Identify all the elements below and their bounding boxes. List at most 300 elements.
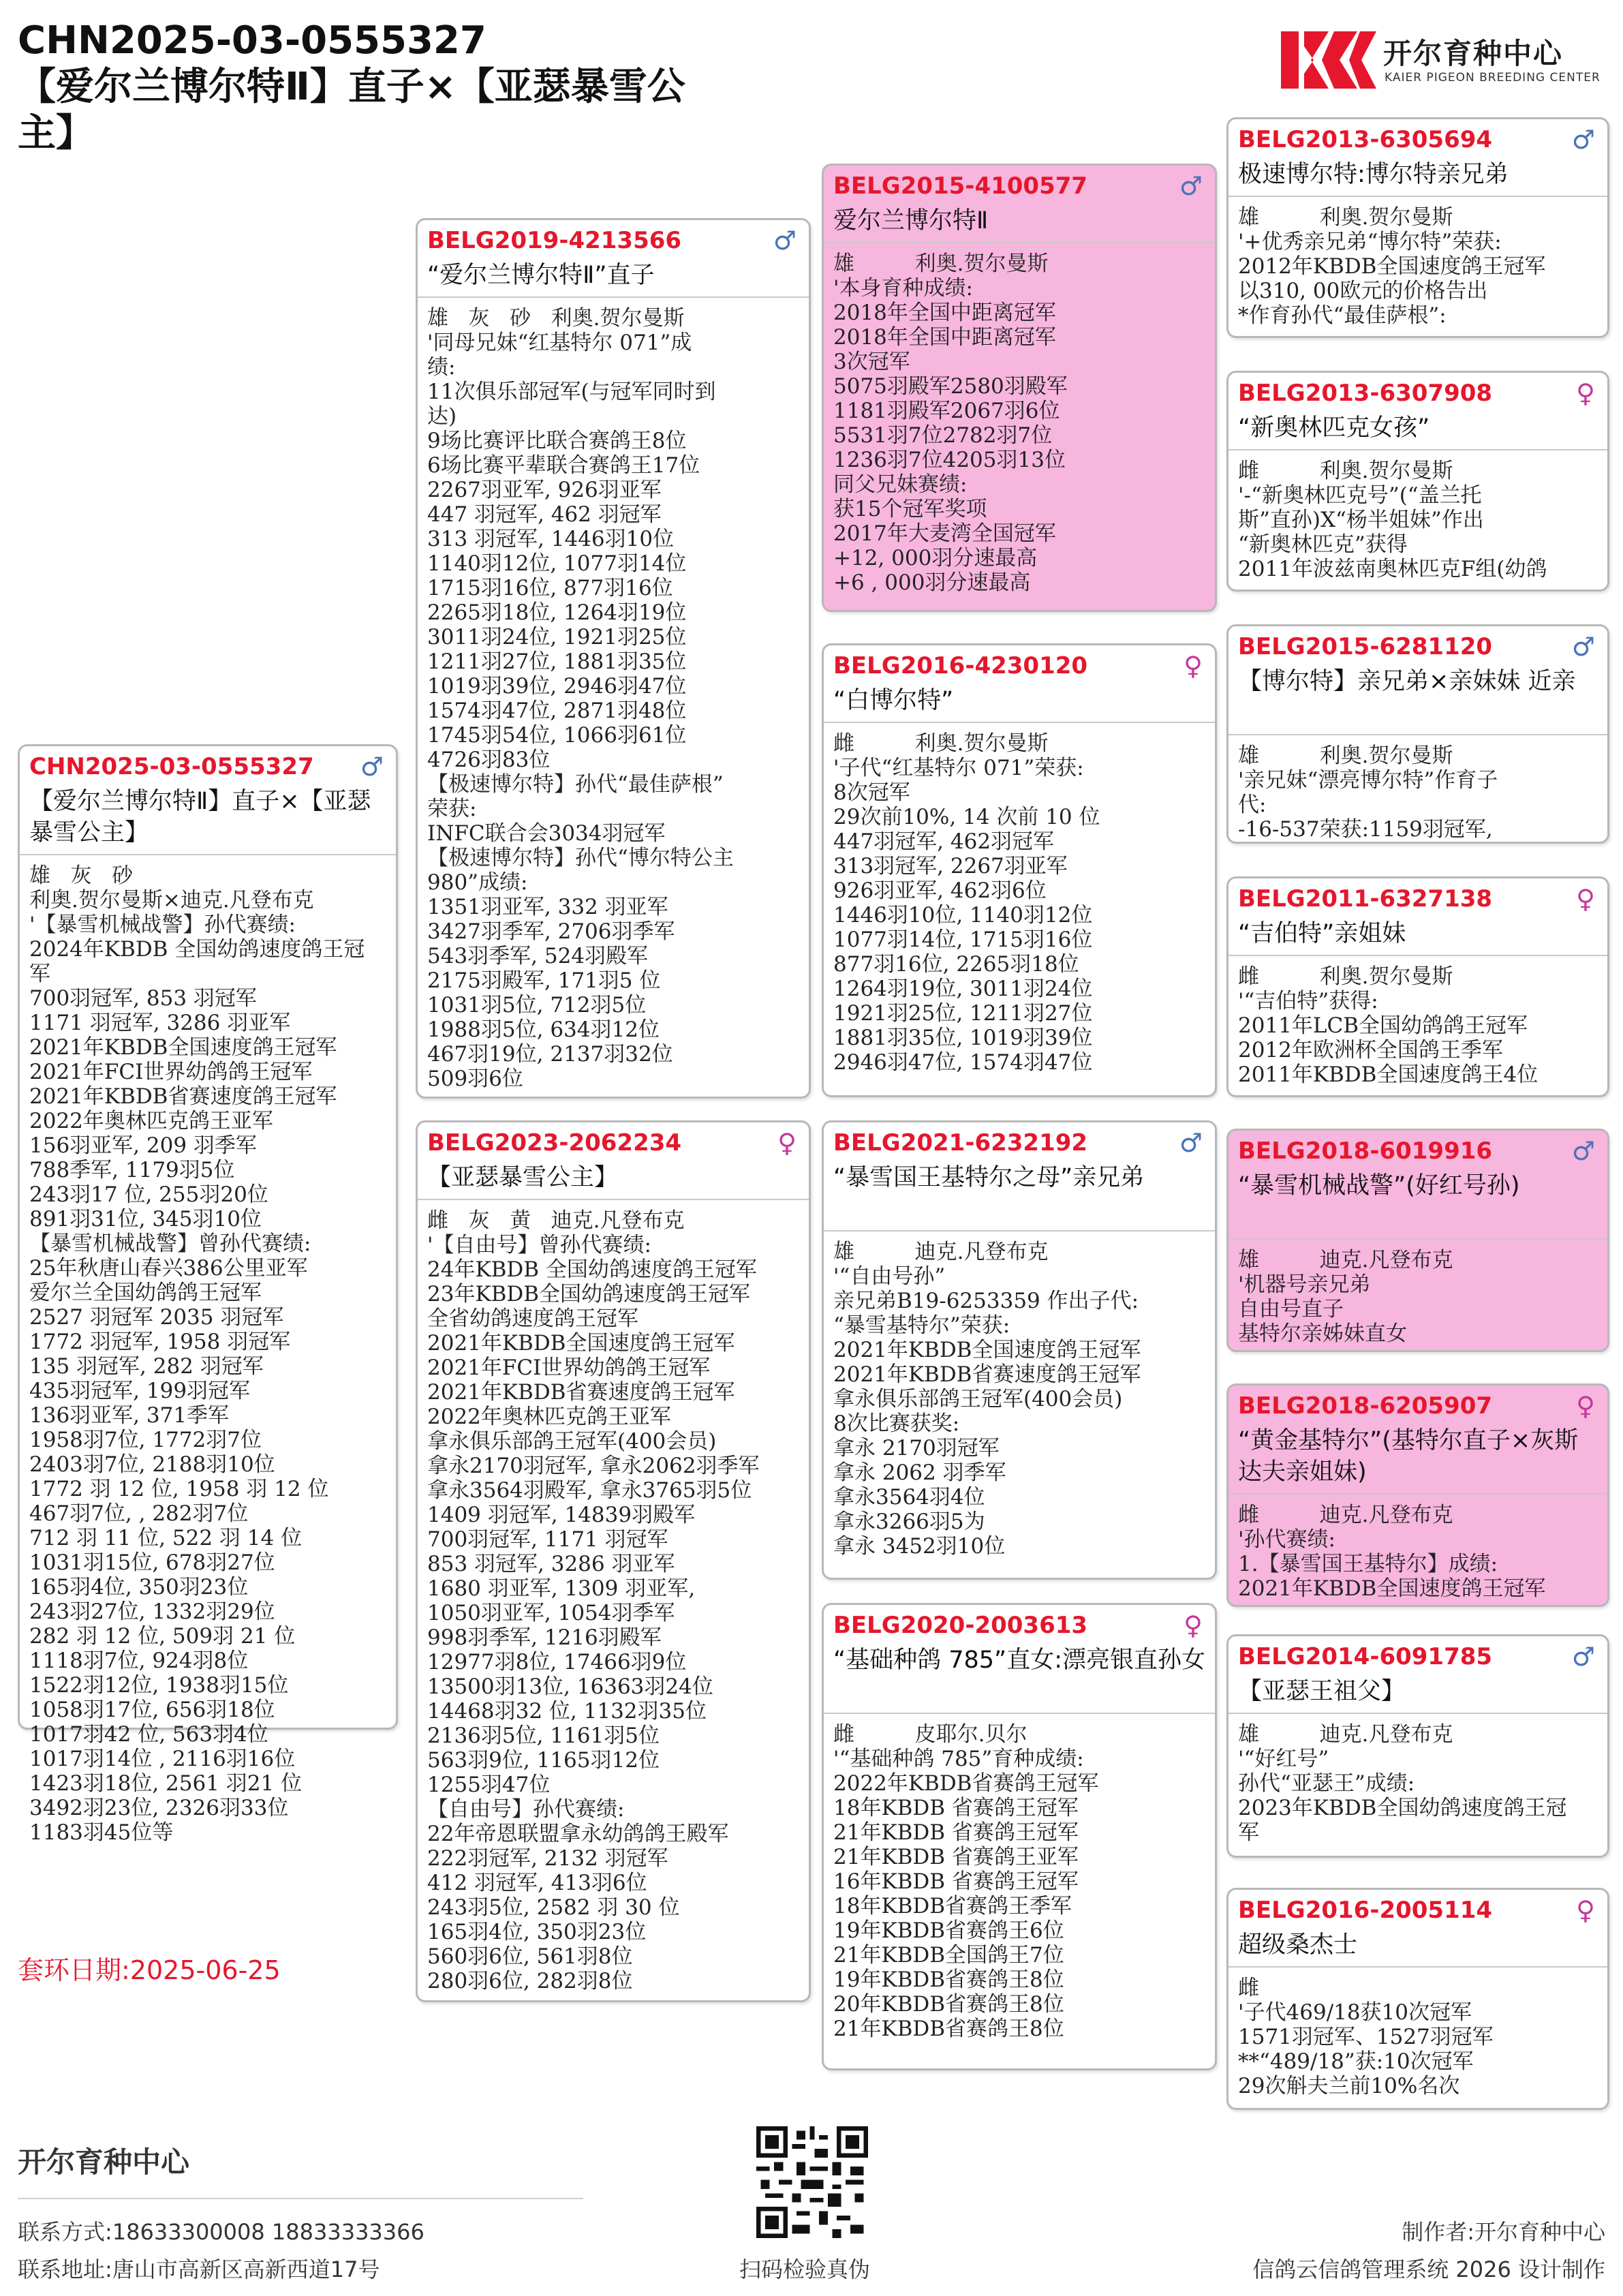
info-line: 雄 迪克.凡登布克	[1238, 1722, 1453, 1747]
verification-qr-code[interactable]	[756, 2126, 868, 2238]
footer-org-name: 开尔育种中心	[18, 2145, 190, 2179]
info-line: '子代469/18获10次冠军	[1238, 2000, 1472, 2025]
info-line: 【极速博尔特】孙代“最佳萨根”	[427, 772, 724, 797]
footer-system: 信鸽云信鸽管理系统 2026 设计制作	[1252, 2256, 1605, 2282]
pigeon-info	[1238, 1503, 1601, 1601]
info-line: 1.【暴雪国王基特尔】成绩:	[1238, 1552, 1498, 1576]
info-line: 998羽季军, 1216羽殿军	[427, 1625, 662, 1650]
info-line: 1423羽18位, 2561 羽21 位	[29, 1771, 303, 1796]
pigeon-info	[29, 863, 389, 1845]
info-line: 2021年KBDB省赛速度鸽王冠军	[427, 1380, 735, 1405]
ring-number: BELG2019-4213566	[427, 227, 682, 254]
info-line: 5531羽7位2782羽7位	[833, 423, 1053, 448]
info-line: 18年KBDB 省赛鸽王冠军	[833, 1796, 1079, 1820]
info-line: '+优秀亲兄弟“博尔特”荣获:	[1238, 230, 1502, 254]
footer-maker: 制作者:开尔育种中心	[1402, 2219, 1605, 2245]
info-line: 29次前10%, 14 次前 10 位	[833, 805, 1100, 829]
info-line: 2022年奥林匹克鸽王亚军	[29, 1109, 273, 1133]
info-line: 509羽6位	[427, 1067, 523, 1091]
info-line: 拿永俱乐部鸽王冠军(400会员)	[427, 1429, 717, 1454]
info-line: 1050羽亚军, 1054羽季军	[427, 1601, 675, 1625]
info-line: 1031羽5位, 712羽5位	[427, 993, 647, 1017]
pigeon-name: 极速博尔特:博尔特亲兄弟	[1238, 161, 1509, 188]
pigeon-name: “白博尔特”	[833, 687, 954, 714]
info-line: 1715羽16位, 877羽16位	[427, 576, 673, 600]
info-line: 136羽亚军, 371季军	[29, 1403, 230, 1428]
info-line: 2011年波兹南奥林匹克F组(幼鸽	[1238, 557, 1547, 581]
info-line: 135 羽冠军, 282 羽冠军	[29, 1354, 264, 1379]
info-line: 1264羽19位, 3011羽24位	[833, 977, 1093, 1001]
info-line: 243羽27位, 1332羽29位	[29, 1599, 275, 1624]
info-line: 2024年KBDB 全国幼鸽速度鸽王冠	[29, 937, 365, 962]
info-line: 1255羽47位	[427, 1773, 551, 1797]
info-line: 以310, 00欧元的价格告出	[1238, 279, 1488, 303]
info-line: 雄 灰 砂	[29, 863, 134, 888]
info-line: 447 羽冠军, 462 羽冠军	[427, 502, 662, 527]
info-line: '“好红号”	[1238, 1747, 1329, 1771]
female-icon: ♀	[1576, 378, 1595, 408]
info-line: '-“新奥林匹克号”(“盖兰托	[1238, 483, 1482, 508]
pigeon-info	[427, 306, 802, 1091]
pedigree-card-ss	[822, 164, 1217, 612]
info-line: 2023年KBDB全国幼鸽速度鸽王冠	[1238, 1796, 1567, 1820]
info-line: 467羽7位, , 282羽7位	[29, 1501, 249, 1526]
info-line: '机器号亲兄弟	[1238, 1272, 1371, 1297]
info-line: 【极速博尔特】孙代“博尔特公主	[427, 846, 734, 870]
info-line: 雄 利奥.贺尔曼斯	[833, 251, 1049, 276]
info-line: -16-537荣获:1159羽冠军,	[1238, 817, 1493, 842]
card-divider	[1228, 1493, 1607, 1495]
info-line: 22年帝恩联盟拿永幼鸽鸽王殿军	[427, 1822, 729, 1846]
info-line: 6场比赛平辈联合赛鸽王17位	[427, 453, 700, 478]
card-divider	[1228, 1238, 1607, 1240]
info-line: 21年KBDB 省赛鸽王亚军	[833, 1845, 1079, 1869]
pedigree-card-ddd	[1226, 1888, 1609, 2110]
ring-number: BELG2013-6307908	[1238, 380, 1493, 407]
ring-date: 套环日期:2025-06-25	[18, 1955, 281, 1985]
footer-address: 联系地址:唐山市高新区高新西道17号	[18, 2256, 380, 2282]
pigeon-name: “吉伯特”亲姐妹	[1238, 920, 1406, 947]
info-line: 412 羽冠军, 413羽6位	[427, 1871, 647, 1895]
ring-number: BELG2011-6327138	[1238, 885, 1493, 913]
ring-number: BELG2018-6205907	[1238, 1392, 1493, 1420]
info-line: 【暴雪机械战警】曾孙代赛绩:	[29, 1231, 311, 1256]
info-line: 788季军, 1179羽5位	[29, 1158, 235, 1182]
info-line: 雄 迪克.凡登布克	[1238, 1248, 1453, 1272]
pigeon-name: 超级桑杰士	[1238, 1931, 1358, 1959]
info-line: 20年KBDB省赛鸽王8位	[833, 1992, 1064, 2017]
kaier-logo-icon	[1281, 26, 1376, 94]
info-line: 4726羽83位	[427, 748, 551, 772]
ring-number: CHN2025-03-0555327	[29, 753, 314, 780]
info-line: 1522羽12位, 1938羽15位	[29, 1673, 289, 1698]
info-line: 1017羽42 位, 563羽4位	[29, 1722, 268, 1747]
info-line: 全省幼鸽速度鸽王冠军	[427, 1306, 638, 1331]
info-line: 雌 利奥.贺尔曼斯	[1238, 459, 1453, 483]
info-line: 拿永3564羽殿军, 拿永3765羽5位	[427, 1478, 752, 1503]
info-line: '子代“红基特尔 071”荣获:	[833, 756, 1084, 780]
info-line: 2011年LCB全国幼鸽鸽王冠军	[1238, 1013, 1528, 1038]
info-line: 1680 羽亚军, 1309 羽亚军,	[427, 1576, 696, 1601]
info-line: 2012年KBDB全国速度鸽王冠军	[1238, 254, 1546, 279]
card-divider	[1228, 1966, 1607, 1968]
female-icon: ♀	[1576, 1895, 1595, 1925]
info-line: 853 羽冠军, 3286 羽亚军	[427, 1552, 675, 1576]
info-line: 1181羽殿军2067羽6位	[833, 399, 1060, 423]
info-line: 980”成绩:	[427, 870, 528, 895]
info-line: 2267羽亚军, 926羽亚军	[427, 478, 662, 502]
pedigree-card-sire	[416, 218, 811, 1099]
info-line: 1171 羽冠军, 3286 羽亚军	[29, 1011, 291, 1035]
footer-divider	[18, 2198, 583, 2199]
info-line: '“自由号孙”	[833, 1264, 946, 1289]
pigeon-name: 【亚瑟暴雪公主】	[427, 1164, 619, 1191]
info-line: “暴雪基特尔”荣获:	[833, 1313, 1010, 1338]
logo-cn-text: 开尔育种中心	[1383, 37, 1564, 70]
info-line: 军	[29, 962, 50, 986]
info-line: 156羽亚军, 209 羽季军	[29, 1133, 257, 1158]
info-line: 1140羽12位, 1077羽14位	[427, 551, 687, 576]
card-divider	[824, 722, 1215, 723]
info-line: 雄 迪克.凡登布克	[833, 1240, 1049, 1264]
info-line: 222羽冠军, 2132 羽冠军	[427, 1846, 668, 1871]
female-icon: ♀	[1576, 884, 1595, 914]
info-line: 1118羽7位, 924羽8位	[29, 1649, 249, 1673]
info-line: 467羽19位, 2137羽32位	[427, 1042, 673, 1067]
info-line: 19年KBDB省赛鸽王6位	[833, 1918, 1064, 1943]
ring-number: BELG2016-4230120	[833, 652, 1088, 679]
pedigree-card-dss	[1226, 1129, 1609, 1352]
info-line: 14468羽32 位, 1132羽35位	[427, 1699, 707, 1724]
info-line: 拿永 3452羽10位	[833, 1534, 1006, 1559]
info-line: '“吉伯特”获得:	[1238, 989, 1378, 1013]
info-line: INFC联合会3034羽冠军	[427, 821, 666, 846]
info-line: 712 羽 11 位, 522 羽 14 位	[29, 1526, 303, 1550]
card-divider	[824, 1230, 1215, 1231]
info-line: 2021年KBDB全国速度鸽王冠军	[1238, 1576, 1546, 1601]
info-line: +6 , 000羽分速最高	[833, 570, 1031, 595]
info-line: 雌 利奥.贺尔曼斯	[1238, 964, 1453, 989]
card-divider	[1228, 734, 1607, 735]
pigeon-info	[833, 1722, 1208, 2041]
info-line: 23年KBDB全国幼鸽速度鸽王冠军	[427, 1282, 751, 1306]
card-divider	[824, 242, 1215, 243]
ring-number: BELG2013-6305694	[1238, 126, 1493, 153]
info-line: 19年KBDB省赛鸽王8位	[833, 1968, 1064, 1992]
info-line: 拿永3266羽5为	[833, 1510, 985, 1534]
info-line: 拿永2170羽冠军, 拿永2062羽季军	[427, 1454, 760, 1478]
info-line: 2022年奥林匹克鸽王亚军	[427, 1405, 671, 1429]
female-icon: ♀	[777, 1128, 797, 1158]
pigeon-info	[427, 1208, 802, 1993]
info-line: 雌 迪克.凡登布克	[1238, 1503, 1453, 1527]
ring-number: BELG2016-2005114	[1238, 1897, 1493, 1924]
pigeon-name: “暴雪机械战警”(好红号孙)	[1238, 1172, 1520, 1199]
info-line: 雌 利奥.贺尔曼斯	[833, 731, 1049, 756]
info-line: 1881羽35位, 1019羽39位	[833, 1026, 1093, 1050]
info-line: 9场比赛评比联合赛鸽王8位	[427, 429, 687, 453]
info-line: '“基础种鸽 785”育种成绩:	[833, 1747, 1084, 1771]
info-line: 5075羽殿军2580羽殿军	[833, 374, 1068, 399]
info-line: 绩:	[427, 355, 456, 380]
info-line: 1745羽54位, 1066羽61位	[427, 723, 687, 748]
info-line: 243羽17 位, 255羽20位	[29, 1182, 268, 1207]
info-line: 1351羽亚军, 332 羽亚军	[427, 895, 668, 919]
info-line: 斯”直孙)X“杨半姐妹”作出	[1238, 508, 1484, 532]
card-divider	[418, 296, 809, 298]
info-line: 拿永 2170羽冠军	[833, 1436, 1000, 1460]
info-line: 2136羽5位, 1161羽5位	[427, 1724, 660, 1748]
pigeon-name: 【爱尔兰博尔特Ⅱ】直子×【亚瑟暴雪公主】	[29, 788, 371, 846]
card-divider	[1228, 1713, 1607, 1714]
pigeon-info	[1238, 964, 1601, 1087]
info-line: 3次冠军	[833, 350, 910, 374]
info-line: 1077羽14位, 1715羽16位	[833, 928, 1093, 952]
pigeon-info	[1238, 1248, 1601, 1346]
info-line: 18年KBDB省赛鸽王季军	[833, 1894, 1072, 1918]
ring-number: BELG2015-4100577	[833, 172, 1088, 200]
info-line: 877羽16位, 2265羽18位	[833, 952, 1079, 977]
info-line: 21年KBDB全国鸽王7位	[833, 1943, 1064, 1968]
info-line: 11次俱乐部冠军(与冠军同时到	[427, 380, 716, 404]
pedigree-card-ssd	[1226, 371, 1609, 592]
info-line: 2403羽7位, 2188羽10位	[29, 1452, 275, 1477]
qr-label: 扫码检验真伪	[739, 2256, 871, 2282]
pigeon-info	[833, 251, 1208, 595]
card-divider	[20, 854, 396, 855]
info-line: **“489/18”获:10次冠军	[1238, 2049, 1474, 2074]
info-line: 爱尔兰全国幼鸽鸽王冠军	[29, 1281, 262, 1305]
female-icon: ♀	[1576, 1391, 1595, 1421]
info-line: 16年KBDB 省赛鸽王冠军	[833, 1869, 1079, 1894]
title-line-3: 主】	[18, 111, 94, 155]
pedigree-card-dds	[1226, 1634, 1609, 1858]
info-line: 280羽6位, 282羽8位	[427, 1969, 633, 1993]
info-line: 891羽31位, 345羽10位	[29, 1207, 262, 1231]
title-line-1: CHN2025-03-0555327	[18, 18, 486, 63]
info-line: 313羽冠军, 2267羽亚军	[833, 854, 1068, 878]
info-line: 21年KBDB省赛鸽王8位	[833, 2017, 1064, 2041]
info-line: 1772 羽 12 位, 1958 羽 12 位	[29, 1477, 329, 1501]
info-line: 8次比赛获奖:	[833, 1411, 960, 1436]
info-line: 利奥.贺尔曼斯×迪克.凡登布克	[29, 888, 314, 913]
male-icon: ♂	[1179, 1128, 1203, 1158]
info-line: +12, 000羽分速最高	[833, 546, 1038, 570]
info-line: '本身育种成绩:	[833, 276, 973, 301]
info-line: 13500羽13位, 16363羽24位	[427, 1674, 713, 1699]
ring-number: BELG2014-6091785	[1238, 1643, 1493, 1670]
info-line: 拿永 2062 羽季军	[833, 1460, 1006, 1485]
info-line: 达)	[427, 404, 457, 429]
pigeon-info	[1238, 1976, 1601, 2098]
info-line: 1921羽25位, 1211羽27位	[833, 1001, 1093, 1026]
info-line: '【自由号】曾孙代赛绩:	[427, 1233, 651, 1257]
ring-number: BELG2020-2003613	[833, 1612, 1088, 1639]
info-line: 雌 灰 黄 迪克.凡登布克	[427, 1208, 685, 1233]
info-line: 拿永俱乐部鸽王冠军(400会员)	[833, 1387, 1123, 1411]
info-line: 2022年KBDB省赛鸽王冠军	[833, 1771, 1099, 1796]
info-line: 8次冠军	[833, 780, 910, 805]
info-line: 1019羽39位, 2946羽47位	[427, 674, 687, 699]
card-divider	[1228, 449, 1607, 450]
info-line: 2018年全国中距离冠军	[833, 301, 1056, 325]
pigeon-name: 爱尔兰博尔特Ⅱ	[833, 207, 989, 234]
info-line: 1772 羽冠军, 1958 羽冠军	[29, 1330, 291, 1354]
info-line: 1017羽14位 , 2116羽16位	[29, 1747, 296, 1771]
male-icon: ♂	[1571, 1642, 1595, 1672]
info-line: 2265羽18位, 1264羽19位	[427, 600, 687, 625]
info-line: 165羽4位, 350羽23位	[29, 1575, 249, 1599]
pigeon-info	[833, 1240, 1208, 1559]
info-line: 1409 羽冠军, 14839羽殿军	[427, 1503, 696, 1527]
pigeon-name: 【亚瑟王祖父】	[1238, 1678, 1406, 1705]
card-divider	[1228, 955, 1607, 956]
info-line: 2021年KBDB全国速度鸽王冠军	[29, 1035, 337, 1060]
info-line: 自由号直子	[1238, 1297, 1344, 1321]
info-line: 1211羽27位, 1881羽35位	[427, 649, 687, 674]
info-line: 【自由号】孙代赛绩:	[427, 1797, 625, 1822]
pigeon-info	[1238, 459, 1601, 581]
info-line: 2021年FCI世界幼鸽鸽王冠军	[427, 1356, 711, 1380]
info-line: 同父兄妹赛绩:	[833, 472, 968, 497]
male-icon: ♂	[773, 226, 797, 256]
info-line: '亲兄妹“漂亮博尔特”作育子	[1238, 768, 1498, 793]
info-line: 荣获:	[427, 797, 477, 821]
info-line: 1058羽17位, 656羽18位	[29, 1698, 275, 1722]
info-line: 313 羽冠军, 1446羽10位	[427, 527, 675, 551]
info-line: 2018年全国中距离冠军	[833, 325, 1056, 350]
pedigree-card-sdd	[1226, 876, 1609, 1097]
logo-en-text: KAIER PIGEON BREEDING CENTER	[1385, 71, 1601, 85]
info-line: 926羽亚军, 462羽6位	[833, 878, 1047, 903]
pigeon-name: “爱尔兰博尔特Ⅱ”直子	[427, 262, 655, 289]
info-line: 2175羽殿军, 171羽5 位	[427, 968, 661, 993]
info-line: 2021年KBDB全国速度鸽王冠军	[833, 1338, 1141, 1362]
pedigree-card-sd	[822, 643, 1217, 1097]
pedigree-card-sss	[1226, 117, 1609, 338]
info-line: 543羽季军, 524羽殿军	[427, 944, 649, 968]
info-line: 亲兄弟B19-6253359 作出子代:	[833, 1289, 1139, 1313]
pedigree-card-dsd	[1226, 1383, 1609, 1607]
info-line: 243羽5位, 2582 羽 30 位	[427, 1895, 680, 1920]
pedigree-title	[18, 18, 781, 157]
info-line: 雄 利奥.贺尔曼斯	[1238, 744, 1453, 768]
info-line: 1031羽15位, 678羽27位	[29, 1550, 275, 1575]
info-line: 获15个冠军奖项	[833, 497, 987, 521]
info-line: 12977羽8位, 17466羽9位	[427, 1650, 687, 1674]
info-line: 雌	[1238, 1976, 1259, 2000]
info-line: 1958羽7位, 1772羽7位	[29, 1428, 262, 1452]
female-icon: ♀	[1184, 1610, 1203, 1640]
male-icon: ♂	[360, 752, 384, 782]
info-line: 2946羽47位, 1574羽47位	[833, 1050, 1093, 1075]
info-line: 700羽冠军, 853 羽冠军	[29, 986, 257, 1011]
info-line: 拿永3564羽4位	[833, 1485, 985, 1510]
info-line: 3492羽23位, 2326羽33位	[29, 1796, 289, 1820]
info-line: 1988羽5位, 634羽12位	[427, 1017, 660, 1042]
male-icon: ♂	[1179, 171, 1203, 201]
info-line: 1574羽47位, 2871羽48位	[427, 699, 687, 723]
info-line: 2021年KBDB省赛速度鸽王冠军	[29, 1084, 337, 1109]
kaier-logo	[1281, 26, 1608, 94]
info-line: 2021年KBDB全国速度鸽王冠军	[427, 1331, 735, 1356]
pigeon-name: 【博尔特】亲兄弟×亲妹妹 近亲	[1238, 668, 1576, 695]
footer-contact: 联系方式:18633300008 18833333366	[18, 2219, 424, 2245]
pedigree-card-ds	[822, 1120, 1217, 1580]
pedigree-card-dd	[822, 1603, 1217, 2070]
info-line: 1571羽冠军、1527羽冠军	[1238, 2025, 1494, 2049]
info-line: 2011年KBDB全国速度鸽王4位	[1238, 1062, 1539, 1087]
info-line: 435羽冠军, 199羽冠军	[29, 1379, 251, 1403]
info-line: 3427羽季军, 2706羽季军	[427, 919, 675, 944]
male-icon: ♂	[1571, 1136, 1595, 1166]
male-icon: ♂	[1571, 632, 1595, 662]
info-line: 282 羽 12 位, 509羽 21 位	[29, 1624, 296, 1649]
info-line: 2012年欧洲杯全国鸽王季军	[1238, 1038, 1503, 1062]
info-line: 563羽9位, 1165羽12位	[427, 1748, 660, 1773]
info-line: 21年KBDB 省赛鸽王冠军	[833, 1820, 1079, 1845]
card-divider	[1228, 196, 1607, 197]
female-icon: ♀	[1184, 651, 1203, 681]
info-line: 560羽6位, 561羽8位	[427, 1944, 633, 1969]
info-line: 军	[1238, 1820, 1259, 1845]
pedigree-card-subject	[18, 744, 398, 1845]
info-line: 雄 灰 砂 利奥.贺尔曼斯	[427, 306, 685, 331]
info-line: '孙代赛绩:	[1238, 1527, 1335, 1552]
pigeon-info	[1238, 1722, 1601, 1845]
info-line: 24年KBDB 全国幼鸽速度鸽王冠军	[427, 1257, 757, 1282]
info-line: 雄 利奥.贺尔曼斯	[1238, 205, 1453, 230]
info-line: 1183羽45位等	[29, 1820, 174, 1845]
info-line: '同母兄妹“红基特尔 071”成	[427, 331, 692, 355]
info-line: 2021年KBDB省赛速度鸽王冠军	[833, 1362, 1141, 1387]
ring-number: BELG2021-6232192	[833, 1129, 1088, 1157]
info-line: 700羽冠军, 1171 羽冠军	[427, 1527, 668, 1552]
info-line: 165羽4位, 350羽23位	[427, 1920, 647, 1944]
pigeon-name: “新奥林匹克女孩”	[1238, 414, 1430, 442]
info-line: 29次斛夫兰前10%名次	[1238, 2074, 1460, 2098]
info-line: 25年秋唐山春兴386公里亚军	[29, 1256, 308, 1281]
info-line: 3011羽24位, 1921羽25位	[427, 625, 687, 649]
info-line: 代:	[1238, 793, 1267, 817]
info-line: *作育孙代“最佳萨根”:	[1238, 303, 1447, 328]
info-line: 1236羽7位4205羽13位	[833, 448, 1066, 472]
info-line: 2021年FCI世界幼鸽鸽王冠军	[29, 1060, 313, 1084]
pigeon-info	[1238, 205, 1601, 328]
pigeon-name: “基础种鸽 785”直女:漂亮银直孙女	[833, 1647, 1205, 1674]
info-line: 雌 皮耶尔.贝尔	[833, 1722, 1027, 1747]
pigeon-info	[833, 731, 1208, 1075]
pigeon-name: “黄金基特尔”(基特尔直子×灰斯达夫亲姐妹)	[1238, 1427, 1579, 1486]
info-line: 孙代“亚瑟王”成绩:	[1238, 1771, 1415, 1796]
info-line: 2017年大麦湾全国冠军	[833, 521, 1056, 546]
ring-number: BELG2023-2062234	[427, 1129, 682, 1157]
info-line: 基特尔亲姊妹直女	[1238, 1321, 1407, 1346]
info-line: “新奥林匹克”获得	[1238, 532, 1408, 557]
title-line-2: 【爱尔兰博尔特Ⅱ】直子×【亚瑟暴雪公	[18, 65, 685, 109]
pigeon-info	[1238, 744, 1601, 842]
card-divider	[418, 1199, 809, 1200]
male-icon: ♂	[1571, 125, 1595, 155]
card-divider	[824, 1713, 1215, 1714]
info-line: 447羽冠军, 462羽冠军	[833, 829, 1055, 854]
ring-number: BELG2015-6281120	[1238, 633, 1493, 660]
pedigree-card-sds	[1226, 624, 1609, 844]
info-line: '【暴雪机械战警】孙代赛绩:	[29, 913, 296, 937]
ring-number: BELG2018-6019916	[1238, 1137, 1493, 1165]
pigeon-name: “暴雪国王基特尔之母”亲兄弟	[833, 1164, 1145, 1191]
info-line: 1446羽10位, 1140羽12位	[833, 903, 1093, 928]
